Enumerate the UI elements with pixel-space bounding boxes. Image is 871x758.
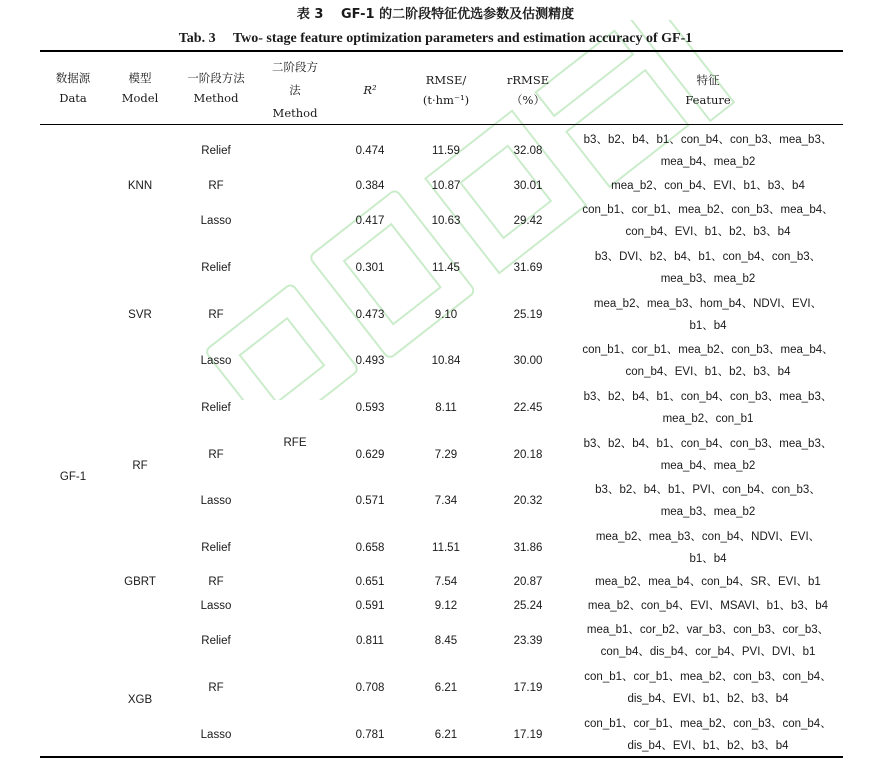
feature-line: b1、b4 [689, 553, 727, 565]
rrmse-cell: 29.42 [513, 215, 543, 227]
rrmse-cell: 20.18 [513, 449, 543, 461]
feature-cell [572, 526, 844, 571]
feature-line: con_b1、cor_b1、mea_b2、con_b3、con_b4、 [584, 670, 832, 683]
feature-line: dis_b4、EVI、b1、b2、b3、b4 [627, 740, 789, 752]
feature-cell [572, 713, 844, 758]
model-rf: RF [132, 460, 148, 472]
r2-cell: 0.591 [355, 600, 385, 612]
rrmse-cell: 22.45 [513, 402, 543, 414]
r2-cell: 0.473 [355, 309, 385, 321]
r2-cell: 0.417 [355, 215, 385, 227]
rmse-cell: 10.63 [431, 215, 461, 227]
rrmse-cell: 17.19 [513, 682, 543, 694]
feature-cell [572, 595, 844, 618]
method-cell: Relief [201, 402, 231, 414]
feature-line: mea_b2、con_b4、EVI、b1、b3、b4 [611, 179, 805, 192]
header-data: 数据源 Data [55, 71, 91, 105]
feature-line: mea_b2、con_b4、EVI、MSAVI、b1、b3、b4 [587, 599, 829, 612]
rrmse-cell: 17.19 [513, 729, 543, 741]
rmse-cell: 7.34 [434, 495, 458, 507]
model-knn: KNN [127, 180, 153, 192]
feature-cell [572, 175, 844, 198]
r2-cell: 0.658 [355, 542, 385, 554]
feature-cell [572, 666, 844, 711]
feature-cell [572, 619, 844, 664]
header-rrmse: rRMSE （%） [506, 73, 550, 107]
rmse-cell: 8.45 [434, 635, 458, 647]
r2-cell: 0.384 [355, 180, 385, 192]
feature-cell [572, 571, 844, 594]
model-xgb: XGB [127, 694, 153, 706]
data-source-cell: GF-1 [59, 471, 87, 483]
method-cell: Lasso [200, 355, 232, 367]
feature-cell [572, 246, 844, 291]
rmse-cell: 7.54 [434, 576, 458, 588]
rrmse-cell: 31.86 [513, 542, 543, 554]
header-method2: 二阶段方 法 Method [272, 60, 318, 120]
r2-cell: 0.811 [356, 635, 384, 647]
table-title-en: Tab. 3 Two- stage feature optimization parameters and estimation accuracy of GF-1 [178, 31, 693, 46]
feature-cell [572, 386, 844, 431]
rmse-cell: 11.45 [432, 262, 460, 274]
method-cell: RF [208, 309, 224, 321]
feature-line: b1、b4 [689, 320, 727, 332]
method-cell: Relief [201, 542, 231, 554]
rmse-cell: 9.10 [434, 309, 458, 321]
feature-line: mea_b3、mea_b2 [660, 506, 756, 518]
feature-cell [572, 479, 844, 524]
feature-line: mea_b3、mea_b2 [660, 273, 756, 285]
top-rule [40, 50, 843, 52]
feature-cell [572, 433, 844, 478]
r2-cell: 0.474 [355, 145, 385, 157]
rmse-cell: 7.29 [434, 449, 458, 461]
rmse-cell: 11.51 [432, 542, 460, 554]
method-cell: Lasso [200, 495, 232, 507]
method-cell: Lasso [200, 600, 232, 612]
header-model: 模型 Model [121, 71, 159, 105]
feature-line: con_b4、EVI、b1、b2、b3、b4 [625, 226, 791, 238]
feature-line: mea_b2、mea_b3、hom_b4、NDVI、EVI、 [593, 297, 823, 310]
feature-line: b3、b2、b4、b1、con_b4、con_b3、mea_b3、 [583, 133, 833, 146]
model-gbrt: GBRT [124, 576, 156, 588]
model-svr: SVR [128, 309, 152, 321]
feature-line: con_b1、cor_b1、mea_b2、con_b3、con_b4、 [584, 717, 832, 730]
r2-cell: 0.301 [355, 262, 385, 274]
header-rmse: RMSE/ (t·hm⁻¹) [422, 73, 470, 107]
feature-line: b3、b2、b4、b1、PVI、con_b4、con_b3、 [595, 483, 821, 496]
feature-line: b3、b2、b4、b1、con_b4、con_b3、mea_b3、 [583, 437, 833, 450]
r2-cell: 0.493 [355, 355, 385, 367]
rrmse-cell: 20.32 [513, 495, 543, 507]
rmse-cell: 10.87 [431, 180, 461, 192]
method-cell: RF [208, 180, 224, 192]
rmse-cell: 9.12 [434, 600, 458, 612]
rrmse-cell: 30.00 [513, 355, 543, 367]
method-cell: RF [208, 682, 224, 694]
feature-line: con_b1、cor_b1、mea_b2、con_b3、mea_b4、 [582, 203, 834, 216]
rmse-cell: 8.11 [435, 402, 457, 414]
header-rule [40, 124, 843, 125]
header-method1: 一阶段方法 Method [187, 71, 245, 105]
feature-line: mea_b2、mea_b3、con_b4、NDVI、EVI、 [595, 530, 821, 543]
method-cell: Relief [201, 262, 231, 274]
method-cell: Relief [201, 635, 231, 647]
rrmse-cell: 20.87 [513, 576, 543, 588]
rrmse-cell: 31.69 [513, 262, 543, 274]
feature-line: mea_b4、mea_b2 [660, 460, 756, 472]
rrmse-cell: 25.24 [513, 600, 543, 612]
r2-cell: 0.781 [355, 729, 385, 741]
feature-cell [572, 293, 844, 338]
header-feature: 特征 Feature [685, 73, 731, 107]
r2-cell: 0.708 [355, 682, 385, 694]
feature-line: con_b1、cor_b1、mea_b2、con_b3、mea_b4、 [582, 343, 834, 356]
r2-cell: 0.571 [355, 495, 385, 507]
table-title-cn: 表 3 GF-1 的二阶段特征优选参数及估测精度 [296, 7, 575, 22]
feature-cell [572, 129, 844, 174]
feature-line: con_b4、dis_b4、cor_b4、PVI、DVI、b1 [600, 646, 816, 658]
feature-line: b3、DVI、b2、b4、b1、con_b4、con_b3、 [594, 250, 822, 263]
rmse-cell: 11.59 [432, 145, 460, 157]
method-cell: Lasso [200, 729, 232, 741]
method-cell: RF [208, 576, 224, 588]
feature-line: mea_b1、cor_b2、var_b3、con_b3、cor_b3、 [586, 623, 830, 636]
rmse-cell: 6.21 [434, 729, 458, 741]
rrmse-cell: 32.08 [513, 145, 543, 157]
rrmse-cell: 25.19 [513, 309, 543, 321]
second-stage-cell: RFE [283, 437, 307, 449]
method-cell: RF [208, 449, 224, 461]
feature-cell [572, 339, 844, 384]
feature-line: mea_b4、mea_b2 [660, 156, 756, 168]
feature-line: con_b4、EVI、b1、b2、b3、b4 [625, 366, 791, 378]
method-cell: Relief [201, 145, 231, 157]
header-r2: R² [363, 83, 377, 97]
method-cell: Lasso [200, 215, 232, 227]
rmse-cell: 6.21 [434, 682, 458, 694]
feature-line: b3、b2、b4、b1、con_b4、con_b3、mea_b3、 [583, 390, 833, 403]
rrmse-cell: 30.01 [513, 180, 543, 192]
r2-cell: 0.629 [355, 449, 385, 461]
r2-cell: 0.593 [355, 402, 385, 414]
rrmse-cell: 23.39 [513, 635, 543, 647]
feature-line: dis_b4、EVI、b1、b2、b3、b4 [627, 693, 789, 705]
r2-cell: 0.651 [355, 576, 385, 588]
feature-line: mea_b2、mea_b4、con_b4、SR、EVI、b1 [595, 575, 821, 588]
rmse-cell: 10.84 [431, 355, 461, 367]
feature-line: mea_b2、con_b1 [662, 413, 754, 425]
feature-cell [572, 199, 844, 244]
